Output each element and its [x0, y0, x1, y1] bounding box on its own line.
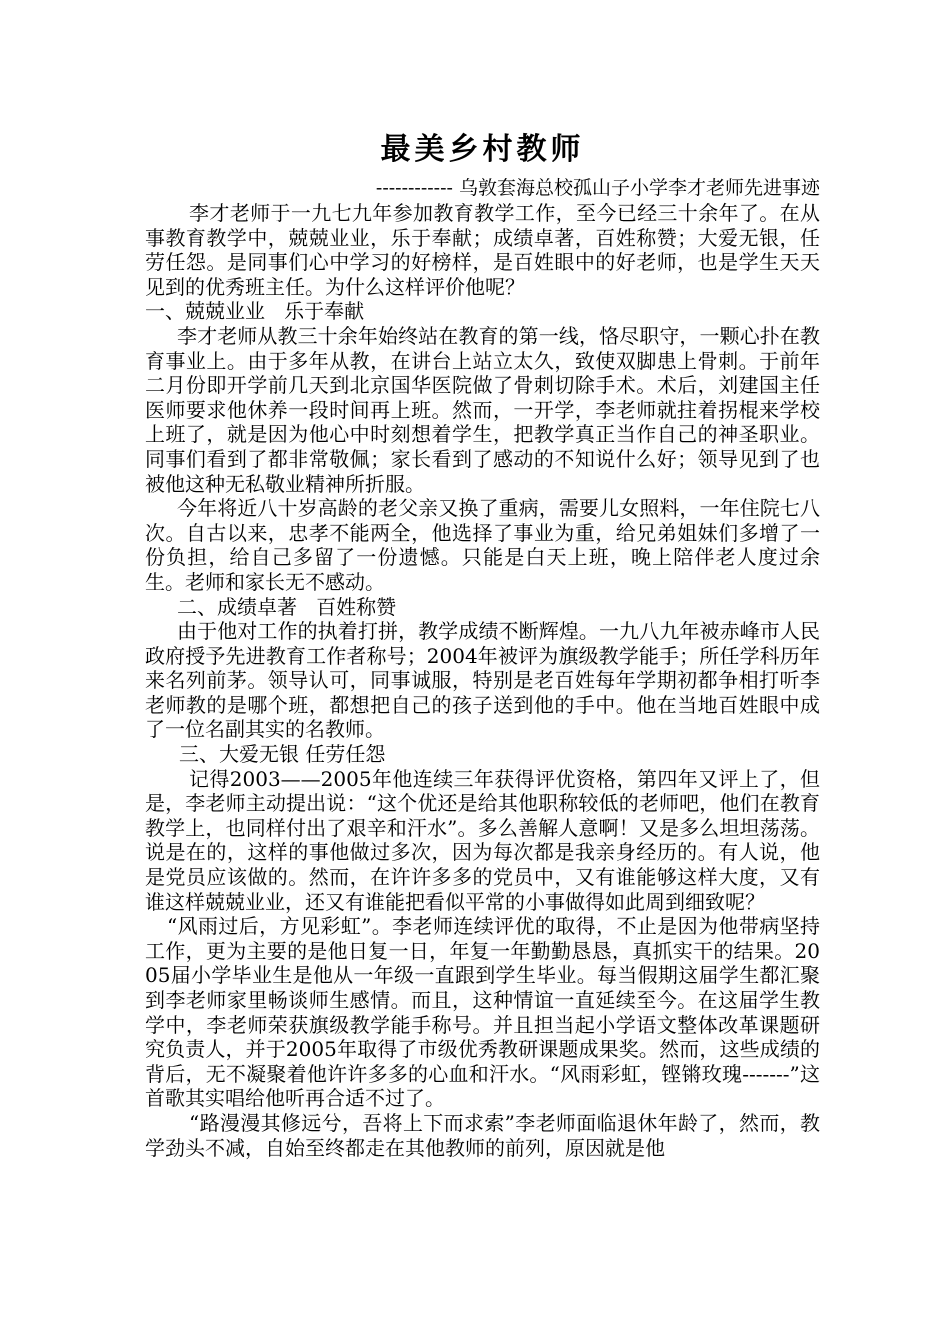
section-1-paragraph-1: 李才老师从教三十余年始终站在教育的第一线，恪尽职守，一颗心扑在教育事业上。由于多年从教，在讲台上站立太久，致使双脚患上骨刺。于前年二月份即开学前几天到北京国华医院做了骨刺切除手术。术后，刘建国主任医师要求他休养一段时间再上班。然而，一开学，李老师就拄着拐棍来学校上班了，就是因为他心中时刻想着学生，把教学真正当作自己的神圣职业。同事们看到了都非常敬佩；家长看到了感动的不知说什么好；领导见到了也被他这种无私敬业精神所折服。: [145, 323, 820, 496]
section-2-heading: 二、成绩卓著 百姓称赞: [177, 594, 397, 619]
section-1-paragraph-2: 今年将近八十岁高龄的老父亲又换了重病，需要儿女照料，一年住院七八次。自古以来，忠孝不能两全，他选择了事业为重，给兄弟姐妹们多增了一份负担，给自己多留了一份遗憾。只能是白天上班，晚上陪伴老人度过余生。老师和家长无不感动。: [145, 496, 820, 594]
section-3-paragraph-3: “路漫漫其修远兮，吾将上下而求索”李老师面临退休年龄了，然而，教学劲头不减，自始至终都走在其他教师的前列，原因就是他: [145, 1110, 820, 1160]
section-1-heading: 一、兢兢业业 乐于奉献: [145, 299, 365, 324]
document-page: [145, 132, 820, 1160]
section-3-heading: 三、大爱无银 任劳任怨: [179, 742, 386, 767]
document-title: 最美乡村教师: [380, 132, 585, 167]
document-subtitle: ------------ 乌敦套海总校孤山子小学李才老师先进事迹: [375, 177, 820, 199]
section-3-paragraph-1: 记得2003——2005年他连续三年获得评优资格，第四年又评上了，但是，李老师主动提出说：“这个优还是给其他职称较低的老师吧，他们在教育教学上，也同样付出了艰辛和汗水”。多么善解人意啊！又是多么坦坦荡荡。说是在的，这样的事他做过多次，因为每次都是我亲身经历的。有人说，他是党员应该做的。然而，在许许多多的党员中，又有谁能够这样大度，又有谁这样兢兢业业，还又有谁能把看似平常的小事做得如此周到细致呢？: [145, 766, 820, 914]
section-2-paragraph-1: 由于他对工作的执着打拼，教学成绩不断辉煌。一九八九年被赤峰市人民政府授予先进教育工作者称号；2004年被评为旗级教学能手；所任学科历年来名列前茅。领导认可，同事诚服，特别是老百姓每年学期初都争相打听李老师教的是哪个班，都想把自己的孩子送到他的手中。他在当地百姓眼中成了一位名副其实的名教师。: [145, 619, 820, 742]
intro-paragraph: 李才老师于一九七九年参加教育教学工作，至今已经三十余年了。在从事教育教学中，兢兢业业，乐于奉献；成绩卓著，百姓称赞；大爱无银，任劳任怨。是同事们心中学习的好榜样，是百姓眼中的好老师，也是学生天天见到的优秀班主任。为什么这样评价他呢？: [145, 201, 820, 299]
section-3-paragraph-2: “风雨过后，方见彩虹”。李老师连续评优的取得，不止是因为他带病坚持工作，更为主要的是他日复一日，年复一年勤勤恳恳，真抓实干的结果。2005届小学毕业生是他从一年级一直跟到学生毕业。每当假期这届学生都汇聚到李老师家里畅谈师生感情。而且，这种情谊一直延续至今。在这届学生教学中，李老师荣获旗级教学能手称号。并且担当起小学语文整体改革课题研究负责人，并于2005年取得了市级优秀教研课题成果奖。然而，这些成绩的背后，无不凝聚着他许许多多的心血和汗水。“风雨彩虹，铿锵玫瑰-------”这首歌其实唱给他听再合适不过了。: [145, 914, 820, 1111]
